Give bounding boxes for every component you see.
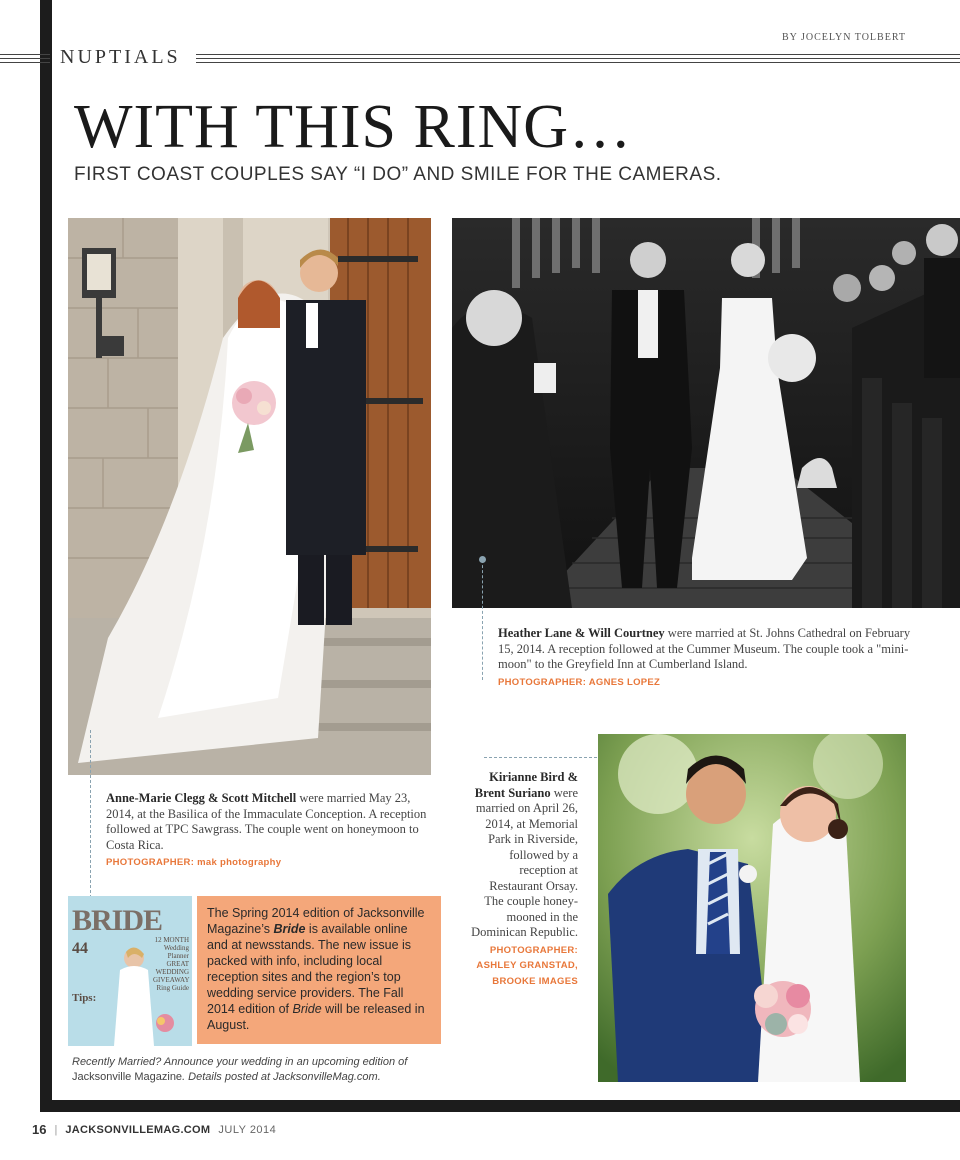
- cover-tips: Tips:: [72, 992, 97, 1004]
- page-footer: [32, 1122, 276, 1137]
- rule-left-1: [0, 54, 50, 55]
- announcement: [72, 1055, 452, 1085]
- connector-dot-2: [479, 556, 486, 563]
- footer-date: JULY 2014: [218, 1123, 277, 1136]
- connector-line-2: [482, 560, 483, 680]
- section-label: NUPTIALS: [60, 46, 181, 68]
- footer-separator: |: [54, 1123, 58, 1136]
- magazine-name: Jacksonville Magazine: [72, 1071, 183, 1083]
- announce-link-text[interactable]: . Details posted at JacksonvilleMag.com.: [182, 1071, 381, 1083]
- rule-right-1: [196, 54, 960, 55]
- caption-text: were married May 23, 2014, at the Basilica of the Immaculate Conception. A reception followed at TPC Sawgrass. The couple went on honeymoon to Costa Rica.: [106, 791, 427, 852]
- subhead: FIRST COAST COUPLES SAY “I DO” AND SMILE FOR THE CAMERAS.: [74, 164, 722, 185]
- byline: BY JOCELYN TOLBERT: [782, 32, 906, 43]
- footer-site[interactable]: JACKSONVILLEMAG.COM: [65, 1123, 211, 1136]
- photographer-credit: PHOTOGRAPHER: ASHLEY GRANSTAD, BROOKE IMAGES: [476, 944, 578, 987]
- caption-names: Heather Lane & Will Courtney: [498, 626, 665, 640]
- cover-side-text: 12 MONTH Wedding Planner GREAT WEDDING GIVEAWAY Ring Guide: [153, 936, 190, 992]
- photo-lane-courtney: [452, 218, 960, 608]
- cover-number: 44: [72, 940, 88, 957]
- page-number: 16: [32, 1122, 47, 1137]
- page-frame-bottom: [40, 1100, 960, 1112]
- promo-text: will be released in August.: [207, 1002, 425, 1032]
- cover-bouquet: [154, 1012, 176, 1034]
- photo-bird-suriano: [598, 734, 906, 1082]
- caption-bird-suriano: [470, 770, 578, 989]
- photographer-credit: PHOTOGRAPHER: AGNES LOPEZ: [498, 676, 661, 688]
- rule-left-2: [0, 58, 50, 59]
- rule-left-3: [0, 62, 50, 63]
- promo-brand-2: Bride: [292, 1002, 322, 1016]
- rule-right-2: [196, 58, 960, 59]
- caption-text: were married on April 26, 2014, at Memorial Park in Riverside, followed by a reception at Restaurant Orsay. The couple honey-mooned in the Dominican Republic.: [471, 785, 578, 939]
- photographer-credit: PHOTOGRAPHER: mak photography: [106, 857, 282, 868]
- rule-right-3: [196, 62, 960, 63]
- bride-magazine-cover[interactable]: [68, 896, 192, 1046]
- page-frame-left: [40, 0, 52, 1112]
- cover-bride-figure: [108, 944, 160, 1046]
- caption-clegg-mitchell: [106, 791, 430, 871]
- caption-names: Anne-Marie Clegg & Scott Mitchell: [106, 791, 297, 805]
- promo-brand: Bride: [273, 922, 306, 936]
- caption-names: Kirianne Bird & Brent Suriano: [474, 770, 578, 800]
- cover-title: BRIDE: [72, 904, 163, 937]
- promo-text: is available online and at newsstands. The new issue is packed with info, including local reception sites and the region’s top wedding service providers. The Fall 2014 edition of: [207, 922, 412, 1016]
- headline: WITH THIS RING…: [74, 93, 633, 161]
- bride-promo-box: [197, 896, 441, 1044]
- caption-text: were married at St. Johns Cathedral on February 15, 2014. A reception followed at the Cummer Museum. The couple took a "mini-moon" to the Greyfield Inn at Cumberland Island.: [498, 626, 911, 671]
- announce-text: Recently Married? Announce your wedding in an upcoming edition of: [72, 1056, 408, 1068]
- connector-line-1: [90, 730, 91, 898]
- caption-lane-courtney: [498, 626, 918, 690]
- promo-text: The Spring 2014 edition of Jacksonville Magazine’s: [207, 906, 425, 936]
- photo-clegg-mitchell: [68, 218, 431, 775]
